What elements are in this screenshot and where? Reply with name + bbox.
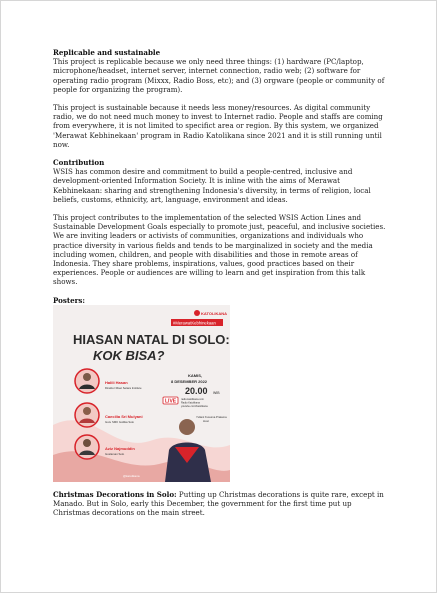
event-timezone: WIB [213,391,220,395]
speaker-role: Direktur Riset Setara Institute [105,386,142,390]
speaker-role: Guslaman Solo [105,452,125,456]
paragraph: This project is sustainable because it needs less money/resources. As digital community radio, we do not need much money to invest to Internet radio. People and staffs are coming from everywhere, it is not limited to specifict area or region. By this system, we organized 'Merawat Kebhinekaan' program in Radio Katolikana since 2021 and it is still running until now. [53,103,383,149]
caption-text: Putting up Christmas decorations is quite rare, except in Manado. But in Solo, early this December, the government for the first time put up Christmas decorations on the main street. [53,490,384,518]
brand-label: KATOLIKANA [201,311,228,316]
section-heading-contribution: Contribution [53,158,105,168]
paragraph: This project contributes to the implementation of the selected WSIS Action Lines and Sustainable Development Goals especially to promote just, peaceful, and inclusive societies. We are inviting leaders or activists of communities, organizations and individuals who practice diversity in various fields and tends to be marginalized in society and the media including women, children, and people with disabilities and those in remote areas of Indonesia. They share problems, inspirations, values, good practices based on their experiences. People or audiences are willing to learn and get inspiration from this talk shows. [53,213,386,287]
social-handle: @katolikana [123,474,140,478]
link-text: youtube.com/Katolikana [181,405,208,408]
document-body [53,48,388,305]
event-day: KAMIS, [188,373,202,378]
link-text: radio.katolikana.com [181,398,204,401]
event-poster [53,305,230,482]
speaker-name: Halili Hasan [105,380,128,385]
event-date: 8 DESEMBER 2022 [171,379,208,384]
link-text: Radio Katolikana [181,401,200,405]
poster-title-line1: HIASAN NATAL DI SOLO: [73,332,230,347]
paragraph: WSIS has common desire and commitment to build a people-centred, inclusive and development-oriented Information Society. It is inline with the aims of Merawat Kebhinekaan: sharing and strengthening Indonesia's diversity, in terms of religion, local beliefs, customs, ethnicity, art, language, environment and ideas. [53,167,371,204]
host-photo [179,419,195,435]
speaker-role: Guru SMK Gotlika Solo [105,420,134,424]
section-heading-replicable: Replicable and sustainable [53,48,161,57]
live-badge: LIVE [165,398,177,405]
brand-logo-icon [194,310,200,316]
caption-title: Christmas Decorations in Solo: [53,490,177,499]
paragraph: This project is replicable because we only need three things: (1) hardware (PC/laptop, microphone/headset, internet server, internet connection, radio web; (2) software for operating radio program (Mixxx, Radio Boss, etc); and (3) orgware (people or community of people for organizing the program). [53,57,385,94]
hashtag-label: #MerawatKebhinekaan [173,320,216,326]
speaker-name: Aziz Najmuddin [105,446,135,451]
event-time: 20.00 [185,386,208,396]
poster-title-line2: KOK BISA? [93,348,165,363]
host-role: Host [203,419,209,423]
posters-heading: Posters: [53,295,86,305]
speaker-name: Caecilia Sri Mulyani [105,414,143,419]
poster-caption [53,490,388,518]
host-name: Yuliani Kusuma Pratama [196,415,227,419]
